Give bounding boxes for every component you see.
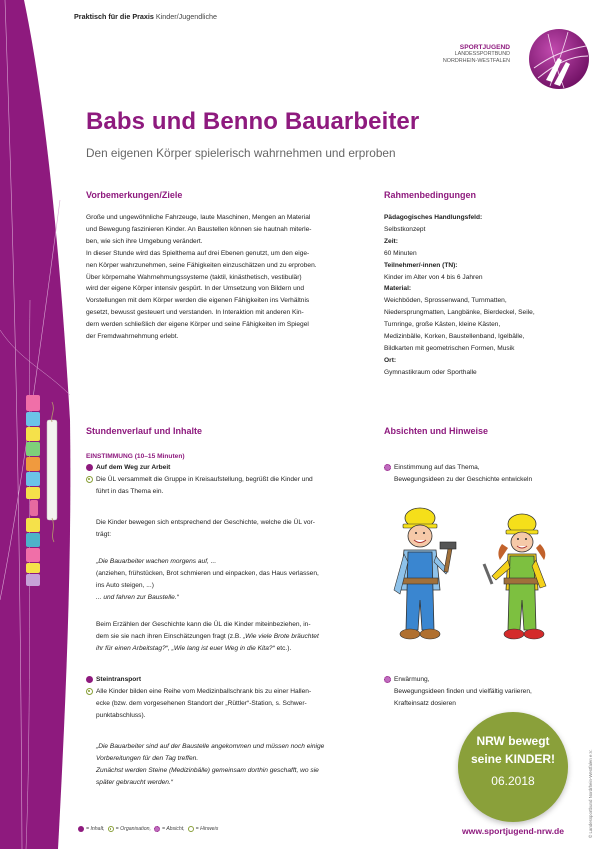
vorbemerkungen-text [86, 212, 376, 343]
inhalt-dot-icon [86, 676, 93, 683]
quote-line: ins Auto steigen, ...) [96, 581, 154, 589]
text-line: Die Kinder bewegen sich entsprechend der Geschichte, welche die ÜL vor- [96, 519, 315, 526]
nrw-bewegt-badge [458, 712, 568, 822]
heading-stundenverlauf: Stundenverlauf und Inhalte [86, 426, 203, 436]
text-line: Vorstellungen mit dem Körper werden die eigenen Fähigkeiten ins Verhältnis [86, 297, 310, 305]
legend-hinweis: = Hinweis [195, 826, 219, 832]
badge-date: 06.2018 [491, 774, 535, 788]
text-line: und Bewegung faszinieren Kinder. An Baustellen können sie hautnah miterle- [86, 225, 312, 233]
sportjugend-logo [410, 28, 590, 90]
sportjugend-emblem-icon [528, 28, 590, 90]
construction-workers-illustration [380, 490, 580, 660]
benno-figure [394, 508, 456, 639]
text-line: Große und ungewöhnliche Fahrzeuge, laute Maschinen, Mengen an Material [86, 214, 311, 221]
legend-absicht: = Absicht, [161, 826, 185, 832]
text-line: In dieser Stunde wird das Spielthema auf drei Ebenen genutzt, um den eige- [86, 249, 310, 257]
text-line: dern werden schließlich der eigene Körper und seine Fähigkeiten im Spiegel [86, 321, 309, 329]
item-steintransport [86, 674, 376, 686]
text-line: ecke (bzw. dem vorgesehenen Standort der „Rüttler“-Station, s. Schwer- [96, 699, 307, 707]
text-line: ben, wie sich ihre Umgebung verändert. [86, 237, 203, 245]
story-quote-1 [96, 556, 378, 604]
quote-line: „Die Bauarbeiter sind auf der Baustelle angekommen und müssen noch einige [96, 743, 325, 750]
quote-line: Vorbereitungen für den Tag treffen. [96, 754, 199, 762]
text-line: Alle Kinder bilden eine Reihe vom Medizinballschrank bis zu einer Hallen- [96, 688, 312, 695]
label-teilnehmer: Teilnehmer/-innen (TN): [384, 261, 458, 269]
absicht-dot-icon [154, 826, 160, 832]
absicht-einstimmung [384, 462, 589, 486]
purple-strip-graphic [0, 0, 80, 849]
text-part: dem sie sie nach ihren Einschätzungen fragt (z.B. [96, 632, 243, 640]
absicht-dot-icon [384, 464, 391, 471]
story-quote-2 [96, 741, 380, 789]
label-zeit: Zeit: [384, 237, 398, 245]
heading-absichten: Absichten und Hinweise [384, 426, 489, 436]
text-line: Die ÜL versammelt die Gruppe in Kreisaufstellung, begrüßt die Kinder und [96, 476, 313, 483]
badge-line-1: NRW bewegt [476, 734, 550, 748]
quote-line: Zunächst werden Steine (Medizinbälle) gemeinsam dorthin geschafft, wo sie [96, 766, 319, 774]
side-decoration-strip [0, 0, 80, 849]
text-line: wird der eigene Körper intensiv gespürt. In der Umsetzung von Bildern und [86, 285, 305, 293]
phase-einstimmung: EINSTIMMUNG (10–15 Minuten) [86, 453, 185, 460]
text-line: punktabschluss). [96, 711, 146, 719]
erzaehlen-text [96, 619, 378, 655]
value-ort: Gymnastikraum oder Sporthalle [384, 368, 477, 376]
logo-brand: SPORTJUGEND [459, 44, 510, 51]
quote-line: (anziehen, frühstücken, Brot schmieren und einpacken, das Haus verlassen, [96, 569, 319, 577]
logo-line-3: NORDRHEIN-WESTFALEN [442, 58, 510, 64]
text-line: Krafteinsatz dosieren [394, 699, 456, 707]
organisation-icon [108, 826, 114, 832]
rahmenbedingungen-text [384, 212, 584, 379]
hinweis-ring-icon [188, 826, 194, 832]
text-line: gesetzt, bewusst gesteuert und verstanden. In Interaktion mit anderen Kin- [86, 309, 304, 317]
absicht-erwaermung [384, 674, 589, 710]
series-name: Praktisch für die Praxis [74, 12, 154, 21]
copyright-notice: © Landessportbund Nordrhein-Westfalen e.V. [588, 749, 593, 838]
value-material-line: Medizinbälle, Korken, Baustellenband, Igelbälle, [384, 333, 525, 341]
value-material-line: Niedersprungmatten, Langbänke, Bierdeckel, Seile, [384, 309, 535, 317]
text-line: nen Körper wahrzunehmen, seine Fähigkeiten einzuschätzen und zu erproben. [86, 261, 317, 269]
inhalt-dot-icon [86, 464, 93, 471]
heading-rahmenbedingungen: Rahmenbedingungen [384, 190, 476, 200]
page-subtitle: Den eigenen Körper spielerisch wahrnehmen und erproben [86, 146, 396, 160]
value-material-line: Bildkarten mit geometrischen Formen, Musik [384, 344, 515, 352]
label-handlungsfeld: Pädagogisches Handlungsfeld: [384, 214, 483, 221]
organisation-icon [86, 476, 93, 483]
babs-figure [484, 514, 546, 639]
value-teilnehmer: Kinder im Alter von 4 bis 6 Jahren [384, 273, 483, 281]
legend-organisation: = Organisation, [115, 826, 151, 832]
quote-line: später gebraucht werden.“ [96, 778, 173, 786]
text-part: etc.). [274, 644, 292, 652]
text-line: Beim Erzählen der Geschichte kann die ÜL die Kinder miteinbeziehen, in- [96, 621, 311, 628]
item-title: Steintransport [96, 676, 142, 683]
inhalt-dot-icon [78, 826, 84, 832]
text-line: der Fremdwahrnehmung erlebt. [86, 333, 179, 341]
label-material: Material: [384, 285, 412, 293]
item-steintransport-organisation [86, 686, 378, 722]
legend-inhalt: = Inhalt, [86, 826, 105, 832]
logo-line-2: LANDESSPORTBUND [454, 51, 510, 57]
text-line: Einstimmung auf das Thema, [394, 464, 480, 471]
series-header [74, 12, 217, 21]
page-title: Babs und Benno Bauarbeiter [86, 108, 420, 135]
organisation-icon [86, 688, 93, 695]
value-material-line: Weichböden, Sprossenwand, Turnmatten, [384, 297, 507, 305]
item-title: Auf dem Weg zur Arbeit [96, 464, 171, 471]
story-intro [96, 517, 376, 541]
text-line: führt in das Thema ein. [96, 487, 164, 495]
logo-text [443, 44, 510, 65]
item-auf-dem-weg [86, 462, 376, 474]
quote-line: „Die Bauarbeiter wachen morgens auf, ... [96, 558, 217, 565]
text-line: Über körpernahe Wahrnehmungssysteme (taktil, kinästhetisch, vestibulär) [86, 273, 302, 281]
text-part-italic: „Wie viele Brote bräuchtet [242, 632, 319, 640]
icon-legend [78, 826, 218, 832]
text-part-italic: ihr für einen Arbeitstag?“, „Wie lang ist euer Weg in die Kita?“ [96, 644, 275, 652]
value-zeit: 60 Minuten [384, 249, 417, 257]
series-target-group: Kinder/Jugendliche [155, 12, 218, 21]
text-line: trägt: [96, 530, 112, 538]
item-auf-dem-weg-organisation [86, 474, 376, 498]
text-line: Bewegungsideen finden und vielfältig variieren, [394, 687, 532, 695]
label-ort: Ort: [384, 356, 397, 364]
heading-vorbemerkungen: Vorbemerkungen/Ziele [86, 190, 183, 200]
value-material-line: Turnringe, große Kästen, kleine Kästen, [384, 321, 501, 329]
absicht-dot-icon [384, 676, 391, 683]
text-line: Bewegungsideen zu der Geschichte entwickeln [394, 475, 533, 483]
value-handlungsfeld: Selbstkonzept [384, 225, 426, 233]
quote-line: ... und fahren zur Baustelle.“ [96, 593, 179, 601]
text-line: Erwärmung, [394, 676, 430, 683]
website-link[interactable]: www.sportjugend-nrw.de [461, 826, 564, 836]
badge-line-2: seine KINDER! [470, 752, 556, 766]
